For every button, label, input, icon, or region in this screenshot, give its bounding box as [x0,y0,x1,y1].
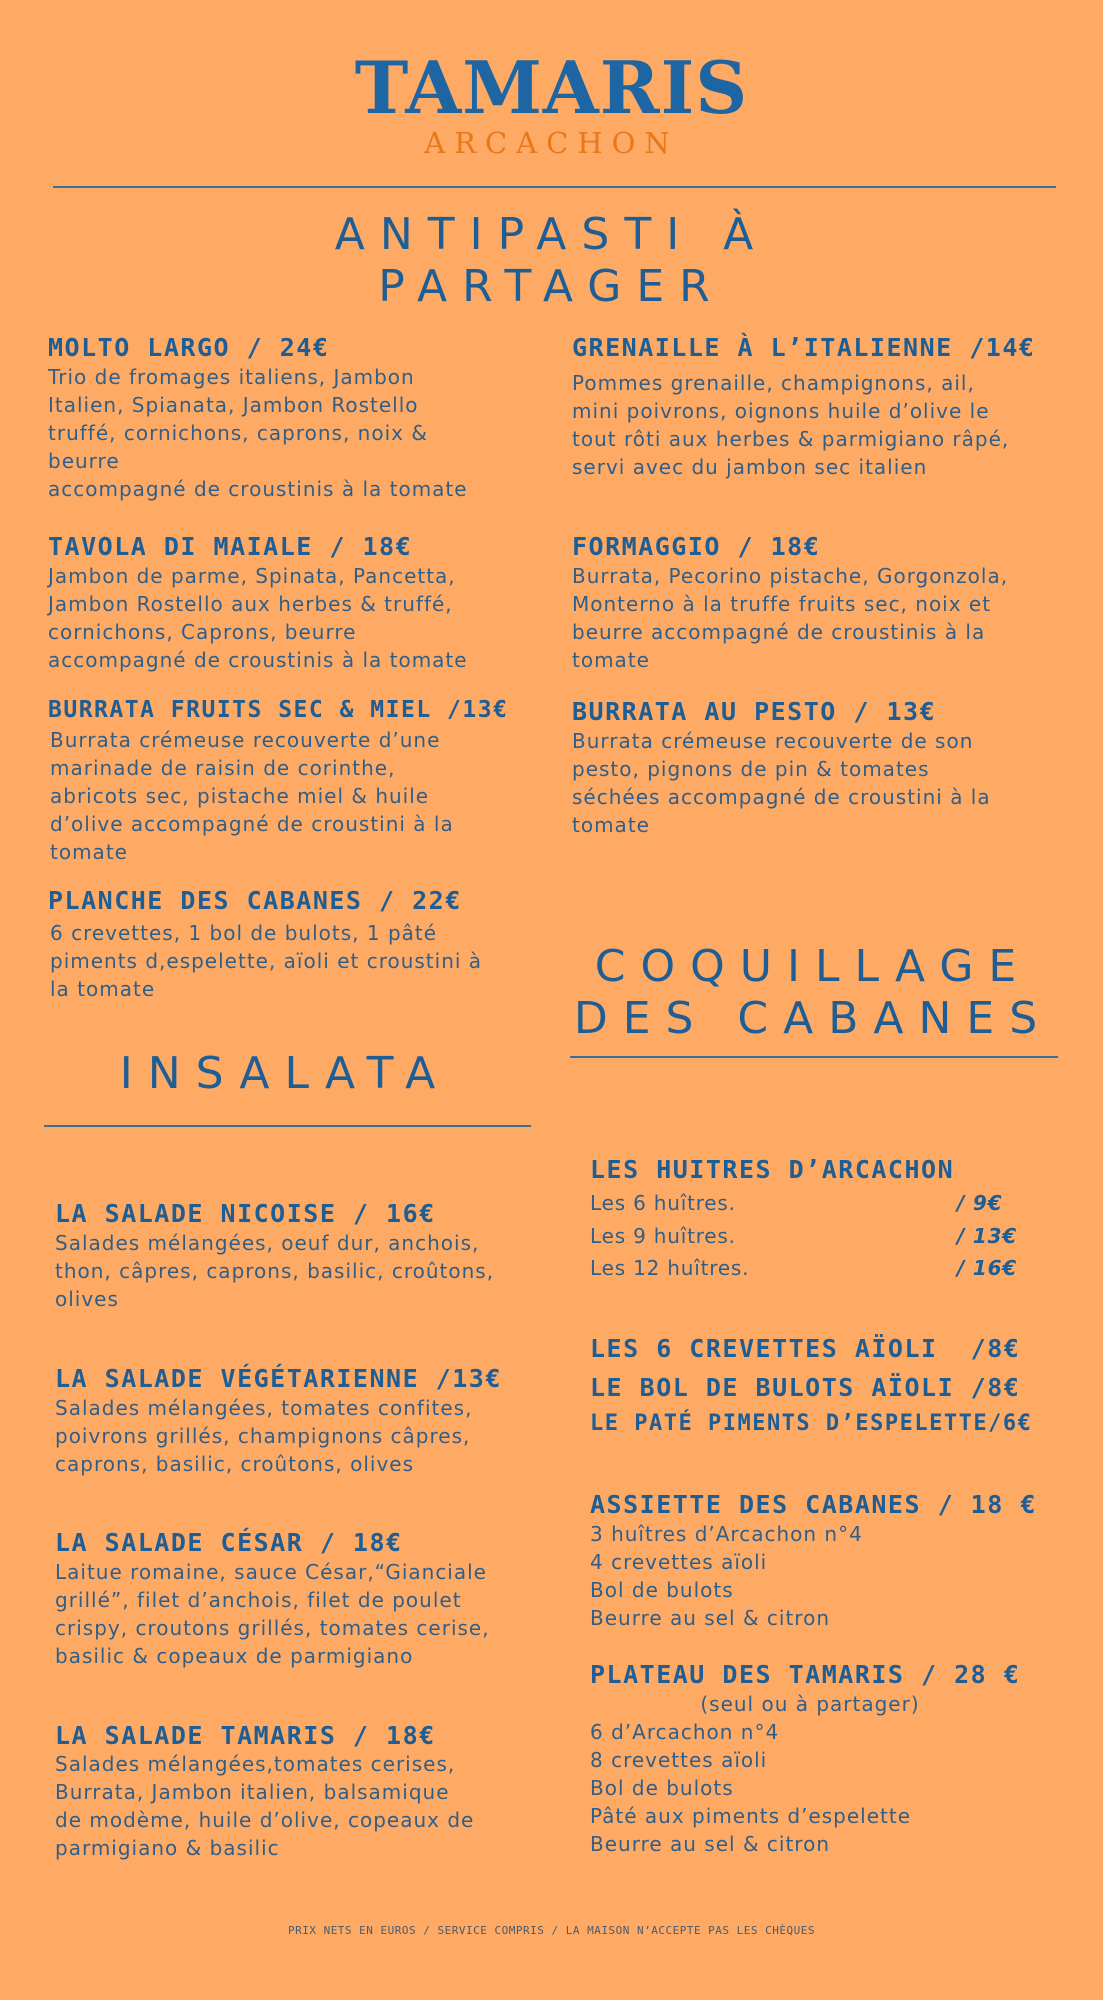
section-title-antipasti: ANTIPASTI À [334,209,769,260]
plateau-title: PLATEAU DES TAMARIS / 28 € [590,1660,1021,1689]
oyster-price-row [590,1252,1050,1284]
menu-item-desc: Laitue romaine, sauce César,“Gianciale grillé”, filet d’anchois, filet de poulet crispy, croutons grillés, tomates cerise, basilic & copeaux de parmigiano [55,1560,490,1668]
menu-item-desc: Pommes grenaille, champignons, ail, mini poivrons, oignons huile d’olive le tout rôti aux herbes & parmigiano râpé, servi avec du jambon sec italien [572,371,1010,479]
restaurant-logo: TAMARIS [354,45,749,130]
restaurant-location: ARCACHON [424,126,679,160]
menu-item-desc: Salades mélangées, tomates confites, poivrons grillés, champignons câpres, caprons, basilic, croûtons, olives [55,1396,473,1476]
extra-item-title: LE BOL DE BULOTS AÏOLI /8€ [590,1373,1021,1402]
extra-item-title: LE PATÉ PIMENTS D’ESPELETTE/6€ [590,1411,1033,1436]
oyster-label: Les 9 huîtres. [590,1224,736,1248]
assiette-desc: 3 huîtres d’Arcachon n°4 4 crevettes aïoli Bol de bulots Beurre au sel & citron [590,1522,863,1630]
menu-item-title: MOLTO LARGO / 24€ [48,333,330,362]
menu-item-title: FORMAGGIO / 18€ [572,532,821,561]
menu-item-desc: Salades mélangées, oeuf dur, anchois, thon, câpres, caprons, basilic, croûtons, olives [55,1231,495,1311]
menu-item-desc: Burrata crémeuse recouverte de son pesto, pignons de pin & tomates séchées accompagné de croustini à la tomate [572,729,991,837]
oyster-label: Les 12 huîtres. [590,1256,750,1280]
oyster-price: / 13€ [957,1224,1018,1248]
menu-item-title: GRENAILLE À L’ITALIENNE /14€ [572,333,1036,362]
menu-item-desc: 6 crevettes, 1 bol de bulots, 1 pâté piments d,espelette, aïoli et croustini à la tomate [50,921,483,1001]
menu-item-desc: Burrata, Pecorino pistache, Gorgonzola, Monterno à la truffe fruits sec, noix et beurre accompagné de croustinis à la tomate [572,564,1009,672]
header-divider [53,186,1056,188]
section-title-coquillage-line2: DES CABANES [573,993,1053,1044]
menu-item-desc: Trio de fromages italiens, Jambon Italien, Spianata, Jambon Rostello truffé, cornichons, caprons, noix & beurre accompagné de croustinis à la tomate [48,365,468,501]
menu-item-desc: Burrata crémeuse recouverte d’une marinade de raisin de corinthe, abricots sec, pistache miel & huile d’olive accompagné de croustini à la tomate [50,728,454,864]
menu-item-desc: Jambon de parme, Spinata, Pancetta, Jambon Rostello aux herbes & truffé, cornichons, Caprons, beurre accompagné de croustinis à la tomate [48,564,468,672]
menu-item-title: PLANCHE DES CABANES / 22€ [48,886,462,915]
section-title-coquillage: COQUILLAGE [594,941,1032,992]
menu-item-title: BURRATA AU PESTO / 13€ [572,697,937,726]
extra-item-title: LES 6 CREVETTES AÏOLI /8€ [590,1334,1021,1363]
coquillage-divider [570,1056,1058,1058]
plateau-note: (seul ou à partager) [700,1692,920,1716]
insalata-divider [44,1125,531,1127]
menu-item-title: TAVOLA DI MAIALE / 18€ [48,532,413,561]
oyster-price-row [590,1220,1050,1252]
oyster-price: / 16€ [957,1256,1018,1280]
oysters-title: LES HUITRES D’ARCACHON [590,1155,955,1184]
section-title-insalata: INSALATA [119,1048,451,1099]
menu-item-title: LA SALADE TAMARIS / 18€ [55,1721,436,1750]
oyster-label: Les 6 huîtres. [590,1191,736,1215]
menu-item-title: BURRATA FRUITS SEC & MIEL /13€ [48,697,509,723]
oyster-price-row [590,1187,1050,1219]
assiette-title: ASSIETTE DES CABANES / 18 € [590,1490,1037,1519]
oyster-price: / 9€ [957,1191,1003,1215]
footer-notice: PRIX NETS EN EUROS / SERVICE COMPRIS / LA MAISON N’ACCEPTE PAS LES CHÈQUES [287,1924,816,1937]
menu-item-title: LA SALADE VÉGÉTARIENNE /13€ [55,1364,502,1393]
menu-item-title: LA SALADE NICOISE / 16€ [55,1199,436,1228]
menu-item-desc: Salades mélangées,tomates cerises, Burrata, Jambon italien, balsamique de modème, huile d’olive, copeaux de parmigiano & basilic [55,1752,475,1860]
plateau-desc: 6 d’Arcachon n°4 8 crevettes aïoli Bol de bulots Pâté aux piments d’espelette Beurre au sel & citron [590,1720,912,1856]
menu-item-title: LA SALADE CÉSAR / 18€ [55,1528,403,1557]
section-title-antipasti-line2: PARTAGER [378,261,725,312]
